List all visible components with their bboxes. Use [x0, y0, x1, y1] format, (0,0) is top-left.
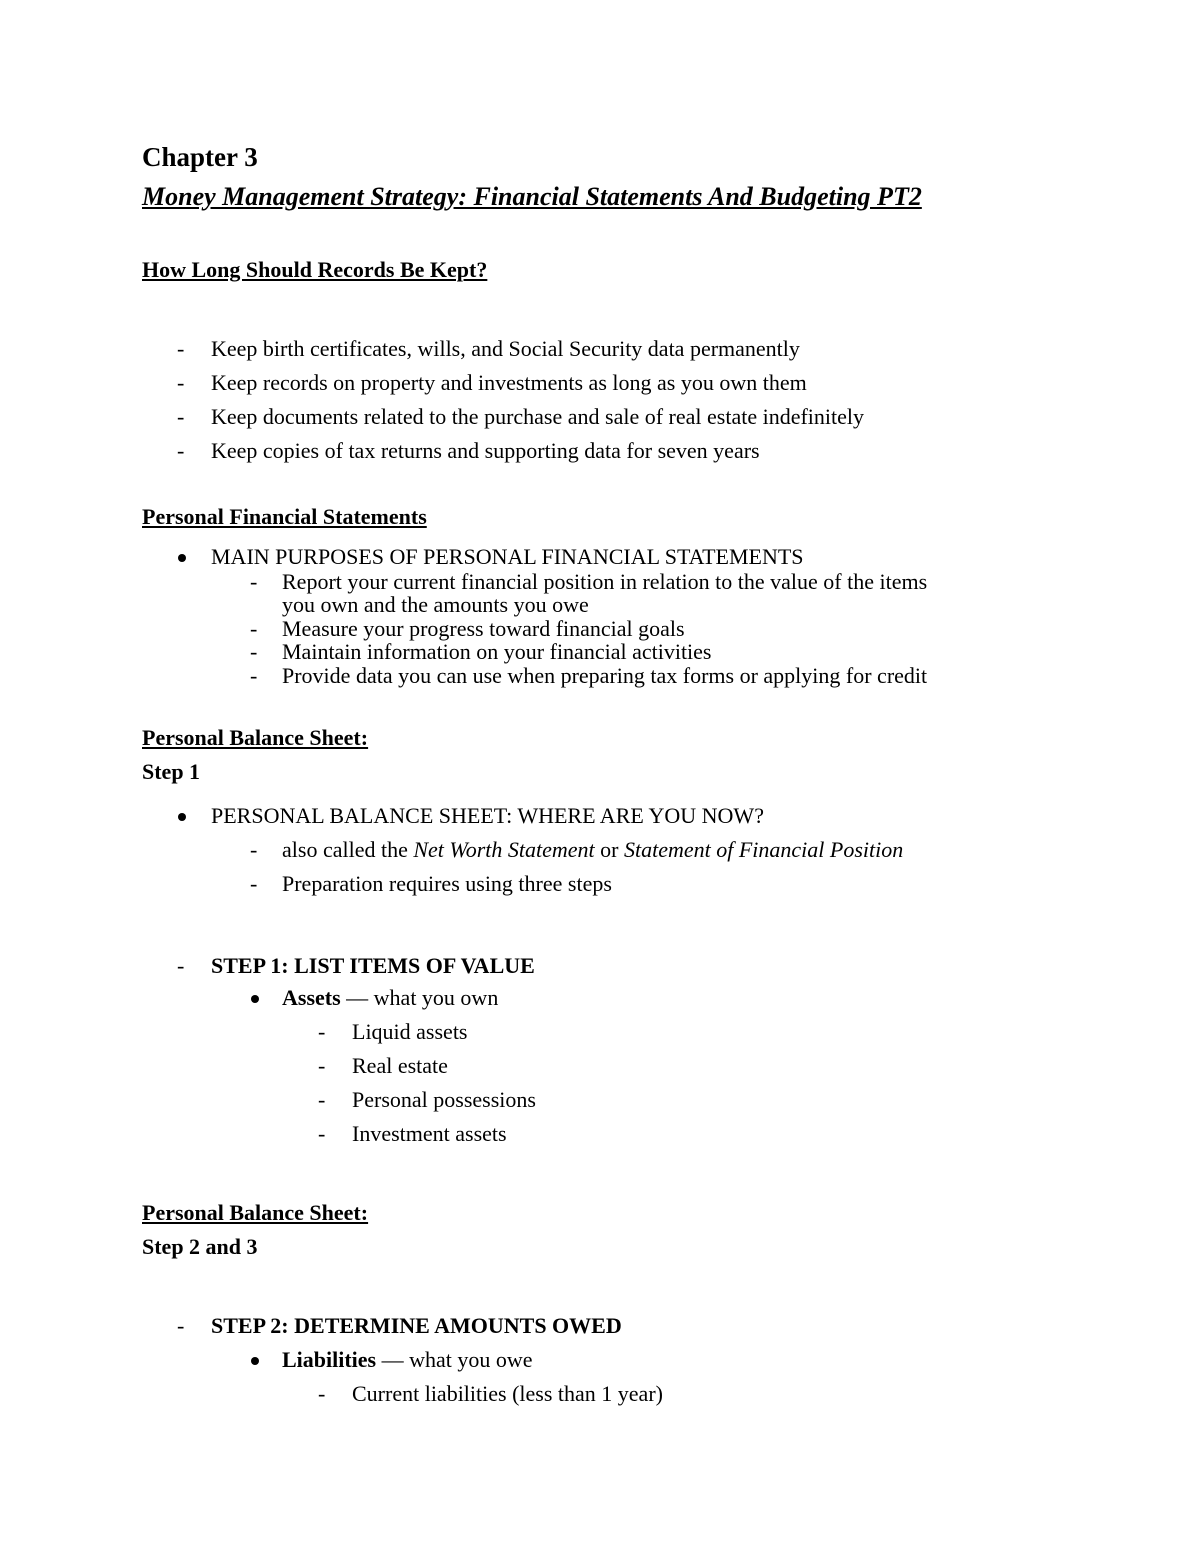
statements-item: Maintain information on your financial activities	[282, 639, 712, 664]
liabilities-desc: — what you owe	[376, 1347, 533, 1372]
statements-heading: Personal Financial Statements	[142, 504, 427, 529]
assets-desc: — what you own	[340, 985, 499, 1010]
records-item: Keep copies of tax returns and supporting data for seven years	[211, 438, 760, 463]
dash-bullet: -	[177, 370, 185, 395]
records-heading: How Long Should Records Be Kept?	[142, 257, 488, 282]
bullet-dot	[251, 995, 259, 1003]
records-item: Keep records on property and investments as long as you own them	[211, 370, 807, 395]
dash-bullet: -	[250, 871, 258, 896]
liabilities-label: Liabilities	[282, 1347, 377, 1372]
dash-bullet: -	[177, 1313, 185, 1338]
also-prefix: also called the	[282, 837, 414, 862]
asset-item: Liquid assets	[352, 1019, 468, 1044]
dash-bullet: -	[250, 663, 258, 688]
financial-position-term: Statement of Financial Position	[623, 837, 904, 862]
statements-item: Report your current financial position in relation to the value of the items	[282, 569, 928, 594]
dash-bullet: -	[318, 1087, 326, 1112]
dash-bullet: -	[250, 616, 258, 641]
asset-item: Personal possessions	[352, 1087, 536, 1112]
dash-bullet: -	[177, 336, 185, 361]
bullet-dot	[178, 813, 186, 821]
asset-item: Investment assets	[352, 1121, 507, 1146]
liabilities-line	[282, 1349, 533, 1371]
balance1-bullet: PERSONAL BALANCE SHEET: WHERE ARE YOU NOW?	[211, 803, 764, 828]
dash-bullet: -	[318, 1381, 326, 1406]
balance1-step: Step 1	[142, 759, 201, 784]
balance2-heading: Personal Balance Sheet:	[142, 1200, 369, 1225]
balance1-heading: Personal Balance Sheet:	[142, 725, 369, 750]
assets-label: Assets	[282, 985, 341, 1010]
dash-bullet: -	[250, 837, 258, 862]
bullet-dot	[178, 554, 186, 562]
dash-bullet: -	[250, 639, 258, 664]
balance2-step: Step 2 and 3	[142, 1234, 258, 1259]
also-or: or	[594, 837, 624, 862]
statements-item: Measure your progress toward financial goals	[282, 616, 685, 641]
dash-bullet: -	[318, 1019, 326, 1044]
also-called-line	[282, 839, 903, 861]
asset-item: Real estate	[352, 1053, 448, 1078]
chapter-title: Chapter 3	[142, 142, 258, 172]
step2-title: STEP 2: DETERMINE AMOUNTS OWED	[211, 1313, 622, 1338]
dash-bullet: -	[177, 404, 185, 429]
bullet-dot	[251, 1357, 259, 1365]
statements-bullet: MAIN PURPOSES OF PERSONAL FINANCIAL STATEMENTS	[211, 544, 804, 569]
assets-line	[282, 987, 498, 1009]
dash-bullet: -	[250, 569, 258, 594]
records-item: Keep documents related to the purchase and sale of real estate indefinitely	[211, 404, 865, 429]
chapter-subtitle: Money Management Strategy: Financial Statements And Budgeting PT2	[142, 182, 922, 211]
net-worth-term: Net Worth Statement	[413, 837, 595, 862]
liability-item: Current liabilities (less than 1 year)	[352, 1381, 663, 1406]
preparation-line: Preparation requires using three steps	[282, 871, 612, 896]
statements-item-cont: you own and the amounts you owe	[282, 592, 589, 617]
dash-bullet: -	[318, 1121, 326, 1146]
dash-bullet: -	[177, 953, 185, 978]
step1-title: STEP 1: LIST ITEMS OF VALUE	[211, 953, 535, 978]
statements-item: Provide data you can use when preparing tax forms or applying for credit	[282, 663, 928, 688]
dash-bullet: -	[318, 1053, 326, 1078]
dash-bullet: -	[177, 438, 185, 463]
records-item: Keep birth certificates, wills, and Social Security data permanently	[211, 336, 800, 361]
